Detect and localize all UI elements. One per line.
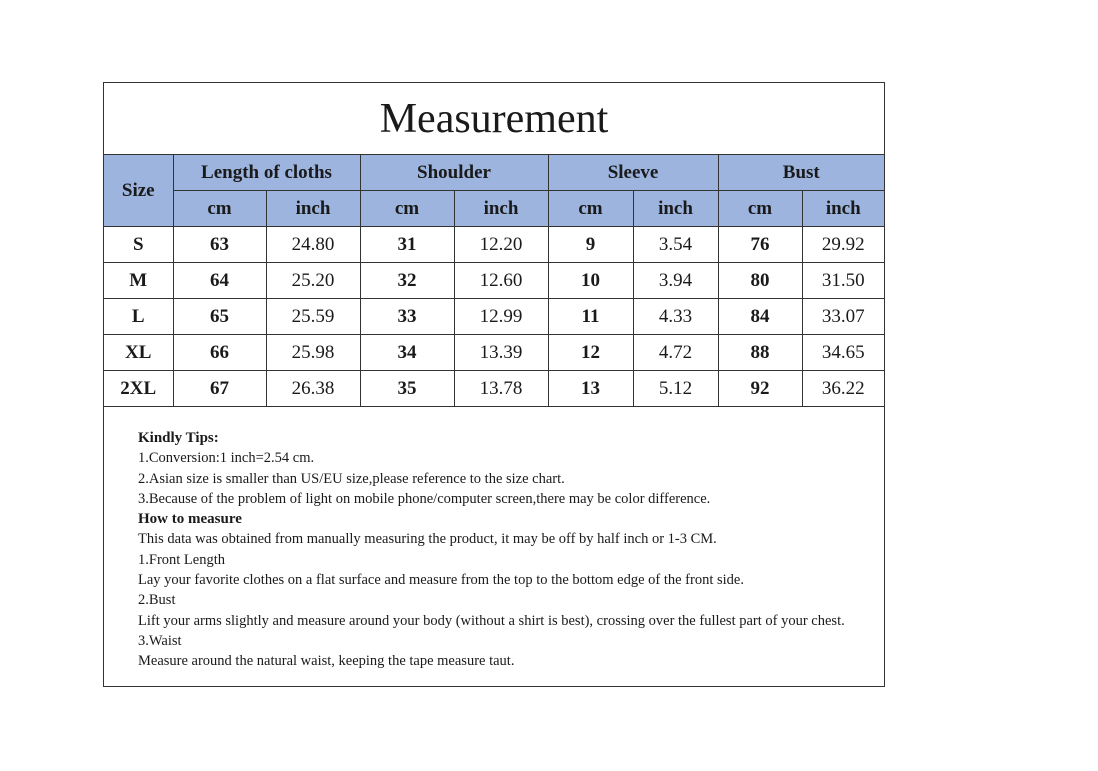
table-row	[104, 227, 884, 263]
table-cell: 67	[173, 371, 266, 407]
page-title: Measurement	[104, 83, 884, 155]
table-cell: 76	[718, 227, 802, 263]
table-cell: 31.50	[802, 263, 884, 299]
table-cell: 25.20	[266, 263, 360, 299]
measure-line: Lay your favorite clothes on a flat surface and measure from the top to the bottom edge of the front side.	[138, 572, 744, 589]
size-cell: 2XL	[104, 371, 173, 407]
unit-header-row	[104, 191, 884, 227]
table-cell: 25.98	[266, 335, 360, 371]
table-cell: 34.65	[802, 335, 884, 371]
table-cell: 65	[173, 299, 266, 335]
tip-item: 2.Asian size is smaller than US/EU size,please reference to the size chart.	[138, 470, 565, 487]
measure-line: 1.Front Length	[138, 551, 225, 568]
measure-line: 3.Waist	[138, 632, 182, 649]
unit-header: inch	[633, 191, 718, 227]
unit-header: cm	[360, 191, 454, 227]
how-to-measure-heading: How to measure	[138, 511, 242, 528]
table-cell: 13	[548, 371, 633, 407]
table-cell: 35	[360, 371, 454, 407]
table-cell: 26.38	[266, 371, 360, 407]
table-cell: 31	[360, 227, 454, 263]
table-cell: 10	[548, 263, 633, 299]
table-cell: 12	[548, 335, 633, 371]
table-row	[104, 335, 884, 371]
measure-line: Measure around the natural waist, keeping the tape measure taut.	[138, 653, 515, 670]
table-cell: 13.39	[454, 335, 548, 371]
unit-header: inch	[266, 191, 360, 227]
measure-line: This data was obtained from manually measuring the product, it may be off by half inch or 1-3 CM.	[138, 531, 717, 548]
table-cell: 3.54	[633, 227, 718, 263]
size-chart-frame	[103, 82, 885, 687]
group-header-shoulder: Shoulder	[360, 155, 548, 191]
table-cell: 92	[718, 371, 802, 407]
table-cell: 80	[718, 263, 802, 299]
table-cell: 33.07	[802, 299, 884, 335]
size-cell: L	[104, 299, 173, 335]
size-header: Size	[104, 155, 173, 227]
table-cell: 84	[718, 299, 802, 335]
unit-header: inch	[454, 191, 548, 227]
table-cell: 5.12	[633, 371, 718, 407]
kindly-tips-heading: Kindly Tips:	[138, 430, 219, 446]
table-cell: 66	[173, 335, 266, 371]
measure-line: 2.Bust	[138, 592, 176, 609]
table-cell: 88	[718, 335, 802, 371]
table-row	[104, 299, 884, 335]
measure-line: Lift your arms slightly and measure around your body (without a shirt is best), crossing over the fullest part of your chest.	[138, 612, 845, 629]
unit-header: cm	[173, 191, 266, 227]
tip-item: 1.Conversion:1 inch=2.54 cm.	[138, 450, 315, 467]
unit-header: inch	[802, 191, 884, 227]
table-cell: 13.78	[454, 371, 548, 407]
table-cell: 36.22	[802, 371, 884, 407]
group-header-sleeve: Sleeve	[548, 155, 718, 191]
table-cell: 3.94	[633, 263, 718, 299]
group-header-bust: Bust	[718, 155, 884, 191]
size-cell: M	[104, 263, 173, 299]
table-cell: 25.59	[266, 299, 360, 335]
table-cell: 64	[173, 263, 266, 299]
table-cell: 11	[548, 299, 633, 335]
table-cell: 63	[173, 227, 266, 263]
table-cell: 24.80	[266, 227, 360, 263]
unit-header: cm	[548, 191, 633, 227]
size-table	[104, 155, 884, 407]
unit-header: cm	[718, 191, 802, 227]
table-cell: 9	[548, 227, 633, 263]
table-cell: 4.72	[633, 335, 718, 371]
table-cell: 33	[360, 299, 454, 335]
table-cell: 4.33	[633, 299, 718, 335]
tip-item: 3.Because of the problem of light on mobile phone/computer screen,there may be color difference.	[138, 490, 711, 507]
size-cell: S	[104, 227, 173, 263]
table-cell: 34	[360, 335, 454, 371]
table-row	[104, 371, 884, 407]
table-cell: 32	[360, 263, 454, 299]
table-header-row	[104, 155, 884, 191]
group-header-length: Length of cloths	[173, 155, 360, 191]
tips-section	[104, 407, 884, 672]
table-cell: 29.92	[802, 227, 884, 263]
table-row	[104, 263, 884, 299]
size-cell: XL	[104, 335, 173, 371]
table-cell: 12.60	[454, 263, 548, 299]
table-cell: 12.20	[454, 227, 548, 263]
table-cell: 12.99	[454, 299, 548, 335]
